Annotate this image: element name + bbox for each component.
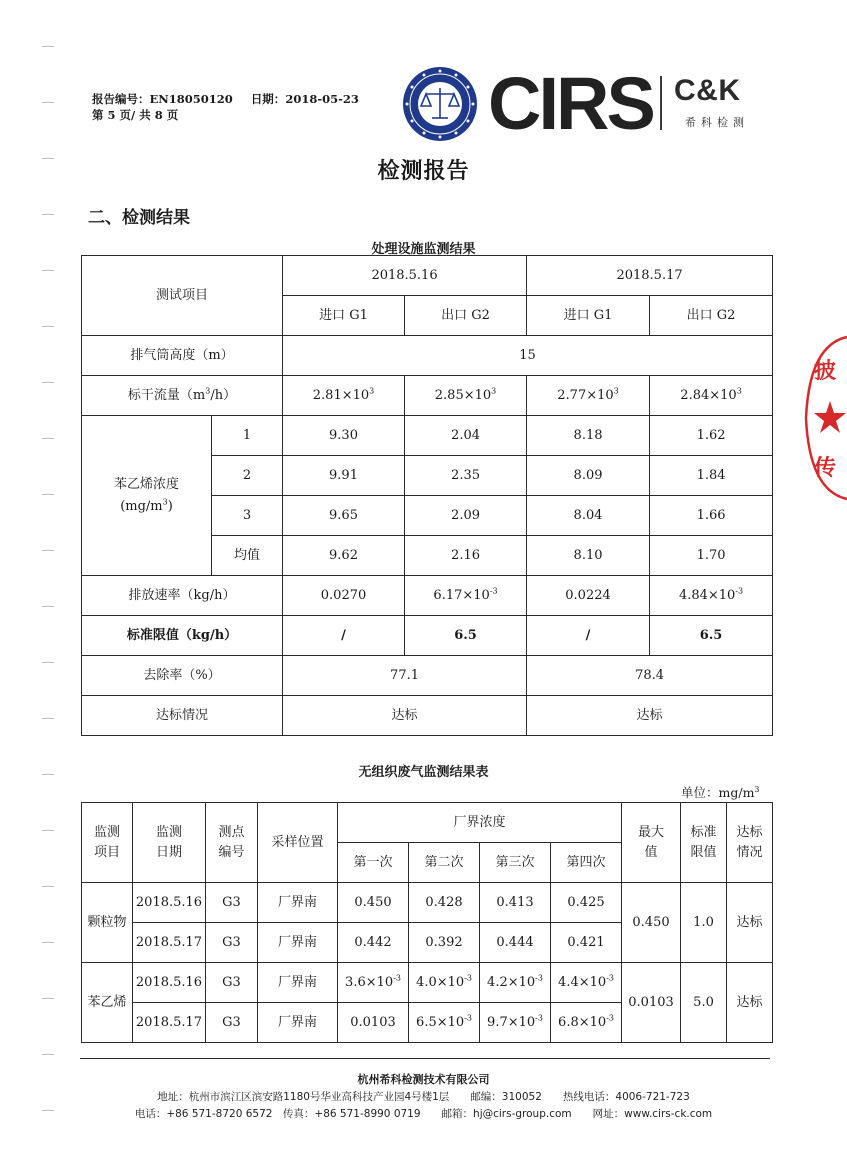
- margin-mark: [42, 998, 54, 999]
- margin-mark: [42, 886, 54, 887]
- point-header: 进口 G1: [283, 296, 405, 336]
- margin-mark: [42, 438, 54, 439]
- margin-mark: [42, 326, 54, 327]
- time-header: 第一次: [338, 843, 409, 883]
- standard-limit-label: 标准限值（kg/h）: [82, 616, 283, 656]
- facility-results-table: [81, 255, 773, 736]
- time-header: 第四次: [551, 843, 622, 883]
- location-header: 采样位置: [258, 803, 338, 883]
- footer-contact: 电话：+86 571-8720 6572 传真：+86 571-8990 0719 邮箱：hj@cirs-group.com 网址：www.cirs-ck.com: [134, 1108, 713, 1120]
- concentration-value: 1.84: [650, 456, 773, 496]
- removal-rate-value: 77.1: [283, 656, 527, 696]
- time-header: 第二次: [409, 843, 480, 883]
- max-value: 0.0103: [622, 963, 681, 1043]
- sample-point: G3: [206, 923, 258, 963]
- cirs-logo: [488, 62, 658, 142]
- footer-company: 杭州希科检测技术有限公司: [357, 1073, 490, 1086]
- margin-mark: [42, 718, 54, 719]
- removal-rate-value: 78.4: [527, 656, 773, 696]
- margin-mark: [42, 1054, 54, 1055]
- concentration-value: 9.91: [283, 456, 405, 496]
- concentration-value: 9.65: [283, 496, 405, 536]
- boundary-value: 0.428: [409, 883, 480, 923]
- margin-mark: [42, 382, 54, 383]
- standard-limit-value: 6.5: [405, 616, 527, 656]
- boundary-value: $9.7\times 10^{-3}$: [480, 1003, 551, 1043]
- date-header: 2018.5.17: [527, 256, 773, 296]
- flow-value: $2.81\times 10^3$: [283, 376, 405, 416]
- mean-label: 均值: [212, 536, 283, 576]
- margin-mark: [42, 830, 54, 831]
- sample-point: G3: [206, 883, 258, 923]
- emission-rate-value: 0.0270: [283, 576, 405, 616]
- margin-mark: [42, 214, 54, 215]
- concentration-value: 8.09: [527, 456, 650, 496]
- brand-divider: [660, 76, 662, 130]
- unit-label: 单位：$mg/m^3$: [681, 784, 760, 800]
- sample-location: 厂界南: [258, 883, 338, 923]
- concentration-value: 2.09: [405, 496, 527, 536]
- point-header: 出口 G2: [650, 296, 773, 336]
- compliance-value: 达标: [527, 696, 773, 736]
- sample-date: 2018.5.16: [133, 883, 206, 923]
- standard-limit-value: 6.5: [650, 616, 773, 656]
- ck-subtitle: 希科检测: [685, 116, 749, 129]
- point-header: 进口 G1: [527, 296, 650, 336]
- footer-address: 地址：杭州市滨江区滨安路1180号华业高科技产业园4号楼1层 邮编：310052 热线电话：4006-721-723: [157, 1091, 690, 1103]
- concentration-value: 2.35: [405, 456, 527, 496]
- concentration-value: 8.04: [527, 496, 650, 536]
- concentration-label: 苯乙烯浓度 $(mg/m^3)$: [82, 416, 212, 576]
- margin-mark: [42, 942, 54, 943]
- margin-mark: [42, 662, 54, 663]
- mean-value: 9.62: [283, 536, 405, 576]
- removal-rate-label: 去除率（%）: [82, 656, 283, 696]
- page-title: 检测报告: [377, 158, 470, 184]
- sample-number: 3: [212, 496, 283, 536]
- pollutant-name: 苯乙烯: [82, 963, 133, 1043]
- concentration-value: 2.04: [405, 416, 527, 456]
- report-number: 报告编号：EN18050120: [92, 92, 233, 106]
- justice-seal-icon: [402, 66, 478, 142]
- compliance-value: 达标: [727, 883, 773, 963]
- concentration-value: 9.30: [283, 416, 405, 456]
- page-info: 第 5 页/ 共 8 页: [92, 108, 179, 122]
- svg-text:CIRS: CIRS: [488, 62, 653, 142]
- boundary-value: $4.0\times 10^{-3}$: [409, 963, 480, 1003]
- sample-location: 厂界南: [258, 923, 338, 963]
- compliance-header: 达标情况: [727, 803, 773, 883]
- max-header: 最大值: [622, 803, 681, 883]
- sample-date: 2018.5.16: [133, 963, 206, 1003]
- sample-location: 厂界南: [258, 963, 338, 1003]
- margin-mark: [42, 102, 54, 103]
- table2-caption: 无组织废气监测结果表: [358, 765, 489, 780]
- report-meta: [92, 91, 373, 123]
- svg-text:传: 传: [814, 456, 837, 481]
- limit-value: 5.0: [681, 963, 727, 1043]
- sample-date: 2018.5.17: [133, 1003, 206, 1043]
- test-item-header: 测试项目: [82, 256, 283, 336]
- boundary-value: 0.444: [480, 923, 551, 963]
- boundary-value: $6.8\times 10^{-3}$: [551, 1003, 622, 1043]
- boundary-value: $6.5\times 10^{-3}$: [409, 1003, 480, 1043]
- table1-caption: 处理设施监测结果: [371, 242, 476, 257]
- margin-mark: [42, 550, 54, 551]
- emission-rate-label: 排放速率（kg/h）: [82, 576, 283, 616]
- sample-number: 2: [212, 456, 283, 496]
- boundary-value: 0.425: [551, 883, 622, 923]
- footer-divider: [80, 1058, 770, 1059]
- margin-mark: [42, 606, 54, 607]
- point-header: 出口 G2: [405, 296, 527, 336]
- margin-mark: [42, 270, 54, 271]
- boundary-value: 0.413: [480, 883, 551, 923]
- sample-date: 2018.5.17: [133, 923, 206, 963]
- section-heading: 二、检测结果: [88, 208, 190, 228]
- compliance-value: 达标: [727, 963, 773, 1043]
- sample-number: 1: [212, 416, 283, 456]
- boundary-value: 0.392: [409, 923, 480, 963]
- mean-value: 2.16: [405, 536, 527, 576]
- compliance-value: 达标: [283, 696, 527, 736]
- boundary-value: $3.6\times 10^{-3}$: [338, 963, 409, 1003]
- time-header: 第三次: [480, 843, 551, 883]
- ck-logo: C&K: [674, 74, 741, 107]
- date-header: 2018.5.16: [283, 256, 527, 296]
- boundary-value: $4.4\times 10^{-3}$: [551, 963, 622, 1003]
- emission-rate-value: $6.17\times 10^{-3}$: [405, 576, 527, 616]
- limit-header: 标准限值: [681, 803, 727, 883]
- concentration-value: 1.62: [650, 416, 773, 456]
- standard-limit-value: /: [283, 616, 405, 656]
- concentration-value: 8.18: [527, 416, 650, 456]
- mean-value: 8.10: [527, 536, 650, 576]
- red-stamp: [800, 333, 847, 503]
- boundary-value: 0.442: [338, 923, 409, 963]
- concentration-value: 1.66: [650, 496, 773, 536]
- limit-value: 1.0: [681, 883, 727, 963]
- sample-point: G3: [206, 1003, 258, 1043]
- boundary-header: 厂界浓度: [338, 803, 622, 843]
- flow-value: $2.85\times 10^3$: [405, 376, 527, 416]
- pollutant-name: 颗粒物: [82, 883, 133, 963]
- margin-mark: [42, 494, 54, 495]
- boundary-value: $4.2\times 10^{-3}$: [480, 963, 551, 1003]
- margin-mark: [42, 46, 54, 47]
- emission-rate-value: $4.84\times 10^{-3}$: [650, 576, 773, 616]
- svg-text:披: 披: [814, 359, 837, 384]
- stack-height-label: 排气筒高度（m）: [82, 336, 283, 376]
- flow-label: 标干流量$(m^3/h)$: [82, 376, 283, 416]
- mean-value: 1.70: [650, 536, 773, 576]
- flow-value: $2.84\times 10^3$: [650, 376, 773, 416]
- max-value: 0.450: [622, 883, 681, 963]
- standard-limit-value: /: [527, 616, 650, 656]
- date-header: 监测日期: [133, 803, 206, 883]
- boundary-value: 0.421: [551, 923, 622, 963]
- sample-point: G3: [206, 963, 258, 1003]
- stack-height-value: 15: [283, 336, 773, 376]
- report-date: 日期：2018-05-23: [250, 92, 359, 106]
- fugitive-results-table: [81, 802, 773, 1043]
- point-header: 测点编号: [206, 803, 258, 883]
- sample-location: 厂界南: [258, 1003, 338, 1043]
- emission-rate-value: 0.0224: [527, 576, 650, 616]
- compliance-label: 达标情况: [82, 696, 283, 736]
- boundary-value: 0.450: [338, 883, 409, 923]
- item-header: 监测项目: [82, 803, 133, 883]
- boundary-value: 0.0103: [338, 1003, 409, 1043]
- flow-value: $2.77\times 10^3$: [527, 376, 650, 416]
